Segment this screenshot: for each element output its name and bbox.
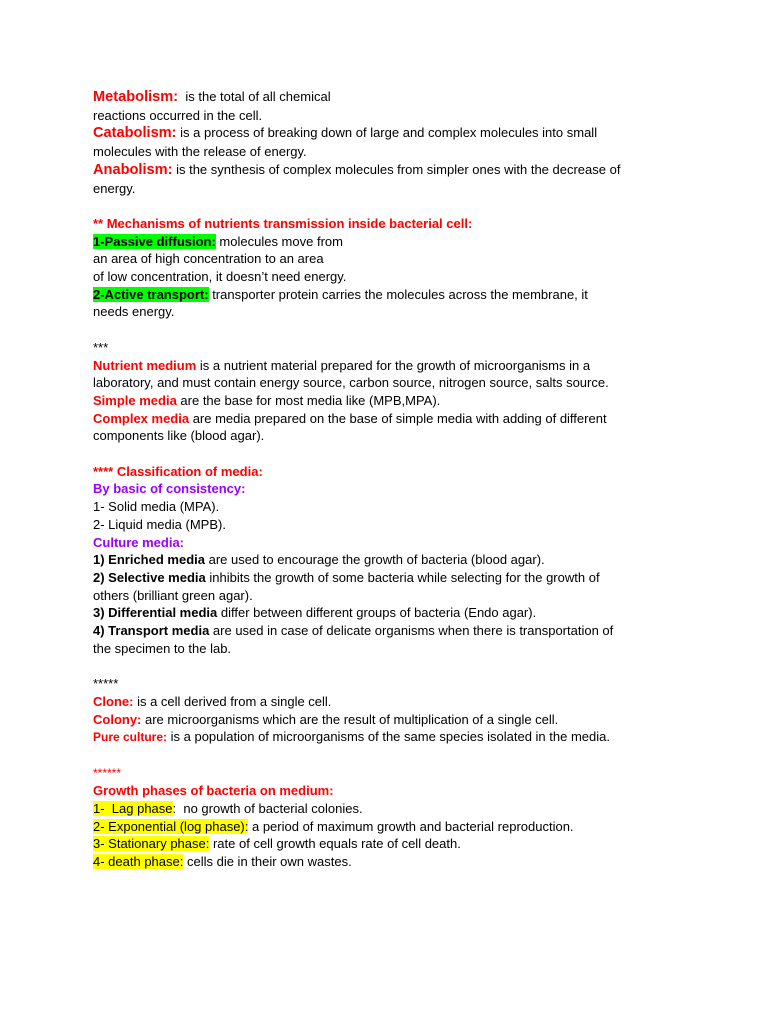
nutrient-medium-definition (93, 357, 673, 375)
pure-culture-text: is a population of microorganisms of the same species isolated in the media. (167, 729, 610, 745)
passive-diffusion-text: molecules move from (215, 233, 343, 249)
clone-term: Clone: (93, 693, 134, 709)
selective-media-text: inhibits the growth of some bacteria while selecting for the growth of (205, 569, 600, 585)
liquid-media-item: 2- Liquid media (MPB). (93, 516, 226, 532)
anabolism-text: is the synthesis of complex molecules from simpler ones with the decrease of (172, 161, 621, 177)
complex-media-text: are media prepared on the base of simple media with adding of different (189, 410, 607, 426)
catabolism-text-line2: molecules with the release of energy. (93, 144, 307, 160)
stationary-phase-text: rate of cell growth equals rate of cell death. (209, 836, 461, 852)
spacer (93, 657, 673, 675)
simple-media-definition (93, 392, 673, 410)
selective-media-term: 2) Selective media (93, 569, 206, 585)
exponential-phase-term: 2- Exponential (log phase): (93, 818, 249, 834)
simple-media-term: Simple media (93, 392, 177, 408)
pure-culture-term: Pure culture: (93, 730, 168, 745)
death-phase-text: cells die in their own wastes. (183, 854, 352, 870)
enriched-media-text: are used to encourage the growth of bacteria (blood agar). (204, 552, 545, 568)
colony-term: Colony: (93, 711, 142, 727)
spacer (93, 747, 673, 765)
growth-phases-heading: Growth phases of bacteria on medium: (93, 783, 334, 799)
passive-diffusion-line2: an area of high concentration to an area (93, 251, 324, 267)
solid-media-item: 1- Solid media (MPA). (93, 499, 220, 515)
selective-media-item (93, 569, 673, 587)
passive-diffusion-term: 1-Passive diffusion: (93, 233, 216, 249)
separator-6: ****** (93, 765, 122, 780)
metabolism-text-line2: reactions occurred in the cell. (93, 107, 263, 123)
complex-media-definition (93, 410, 673, 428)
enriched-media-term: 1) Enriched media (93, 552, 205, 568)
death-phase-term: 4- death phase: (93, 854, 184, 870)
spacer (93, 445, 673, 463)
exponential-phase-text: a period of maximum growth and bacterial reproduction. (248, 818, 574, 834)
transport-media-text: are used in case of delicate organisms when there is transportation of (209, 623, 614, 639)
anabolism-term: Anabolism: (93, 161, 173, 178)
colony-text: are microorganisms which are the result of multiplication of a single cell. (141, 711, 559, 727)
anabolism-text-line2: energy. (93, 180, 136, 196)
lag-phase-term: 1- Lag phase (93, 801, 173, 817)
spacer (93, 197, 673, 215)
nutrient-medium-term: Nutrient medium (93, 357, 197, 373)
separator-3: *** (93, 339, 109, 355)
catabolism-definition (93, 124, 673, 143)
colony-definition (93, 711, 673, 729)
passive-diffusion (93, 233, 673, 251)
active-transport-text: transporter protein carries the molecules across the membrane, it (208, 286, 588, 302)
exponential-phase-item (93, 818, 673, 836)
active-transport-term: 2-Active transport: (93, 286, 209, 302)
anabolism-definition (93, 161, 673, 180)
differential-media-item (93, 604, 673, 622)
metabolism-definition (93, 88, 673, 107)
transport-media-term: 4) Transport media (93, 623, 210, 639)
complex-media-term: Complex media (93, 410, 190, 426)
classification-heading: **** Classification of media: (93, 463, 263, 479)
stationary-phase-term: 3- Stationary phase: (93, 836, 210, 852)
selective-media-line2: others (brilliant green agar). (93, 587, 253, 603)
clone-text: is a cell derived from a single cell. (133, 693, 332, 709)
differential-media-term: 3) Differential media (93, 605, 218, 621)
transport-media-item (93, 622, 673, 640)
metabolism-term: Metabolism: (93, 89, 179, 105)
pure-culture-definition (93, 728, 673, 747)
catabolism-text: is a process of breaking down of large and complex molecules into small (176, 125, 598, 141)
lag-phase-item (93, 800, 673, 818)
passive-diffusion-line3: of low concentration, it doesn’t need energy. (93, 269, 347, 285)
clone-definition (93, 693, 673, 711)
simple-media-text: are the base for most media like (MPB,MPA). (176, 392, 441, 408)
lag-phase-text: : no growth of bacterial colonies. (172, 801, 363, 817)
enriched-media-item (93, 551, 673, 569)
culture-media-heading: Culture media: (93, 534, 185, 550)
metabolism-text: is the total of all chemical (178, 89, 331, 104)
active-transport-line2: needs energy. (93, 304, 175, 320)
complex-media-line2: components like (blood agar). (93, 428, 265, 444)
differential-media-text: differ between different groups of bacteria (Endo agar). (217, 605, 537, 621)
death-phase-item (93, 853, 673, 871)
separator-5: ***** (93, 676, 119, 692)
spacer (93, 321, 673, 339)
mechanisms-heading: ** Mechanisms of nutrients transmission inside bacterial cell: (93, 215, 473, 231)
stationary-phase-item (93, 835, 673, 853)
nutrient-medium-text: is a nutrient material prepared for the growth of microorganisms in a (196, 357, 591, 373)
consistency-heading: By basic of consistency: (93, 481, 246, 497)
transport-media-line2: the specimen to the lab. (93, 640, 232, 656)
catabolism-term: Catabolism: (93, 125, 177, 142)
document-body (93, 88, 673, 871)
active-transport (93, 286, 673, 304)
nutrient-medium-line2: laboratory, and must contain energy source, carbon source, nitrogen source, salts source. (93, 375, 609, 391)
